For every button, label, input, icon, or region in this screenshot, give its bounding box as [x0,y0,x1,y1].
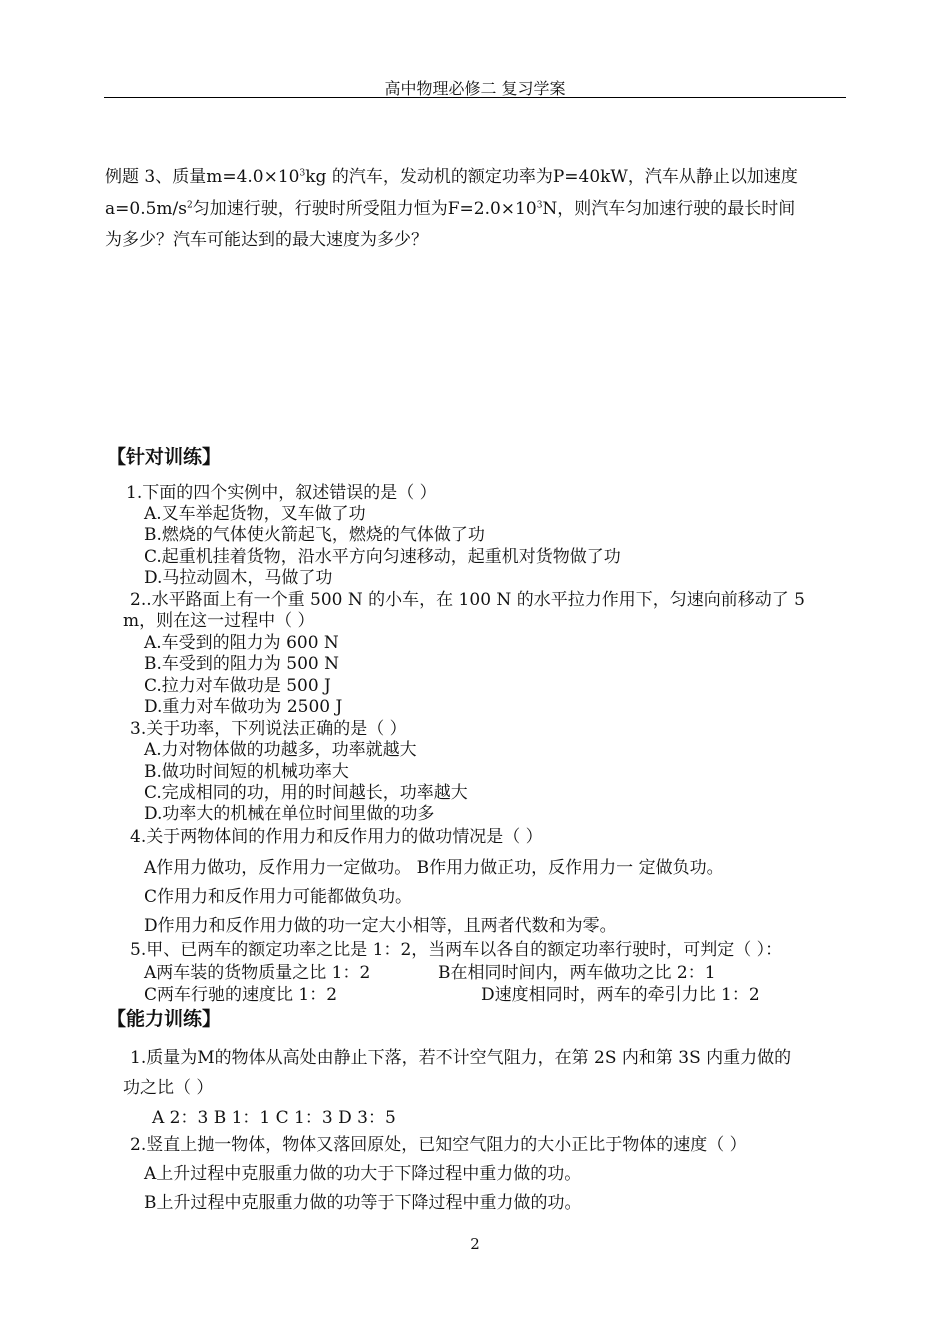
s1-q1-option-d: D.马拉动圆木，马做了功 [144,568,333,588]
s1-q2-option-b: B.车受到的阻力为 500 N [144,654,340,674]
s1-q5-option-b: B在相同时间内，两车做功之比 2：1 [438,963,716,983]
s1-q5-option-c: C两车行驰的速度比 1：2 [144,985,338,1005]
example-line-3: 为多少？汽车可能达到的最大速度为多少？ [105,230,428,250]
s1-q1-option-c: C.起重机挂着货物，沿水平方向匀速移动，起重机对货物做了功 [144,547,621,567]
s1-q3-option-c: C.完成相同的功，用的时间越长，功率越大 [144,783,468,803]
s2-q2-option-a: A上升过程中克服重力做的功大于下降过程中重力做的功。 [144,1164,582,1184]
s1-q1-stem: 1.下面的四个实例中，叙述错误的是（ ） [126,483,437,503]
s1-q2-stem-line-2: m，则在这一过程中（ ） [123,611,315,631]
example-line-1: 例题 3、质量$m=4.0\times 10^3kg$ 的汽车，发动机的额定功率为P=40kW，汽车从静止以加速度 [105,167,798,187]
s2-q1-stem-line-2: 功之比（ ） [123,1078,214,1098]
s1-q2-option-a: A.车受到的阻力为 600 N [144,633,339,653]
s2-q2-option-b: B上升过程中克服重力做的功等于下降过程中重力做的功。 [144,1193,582,1213]
s1-q2-option-d: D.重力对车做功为 2500 J [144,697,343,717]
s1-q4-option-c: C作用力和反作用力可能都做负功。 [144,887,413,907]
s1-q5-stem: 5.甲、已两车的额定功率之比是 1：2，当两车以各自的额定功率行驶时，可判定（ ）： [130,940,783,960]
s1-q2-stem-line-1: 2..水平路面上有一个重 500 N 的小车，在 100 N 的水平拉力作用下，匀速向前移动了 5 [130,590,805,610]
page-number: 2 [470,1235,480,1253]
s2-q2-stem: 2.竖直上抛一物体，物体又落回原处，已知空气阻力的大小正比于物体的速度（ ） [130,1135,747,1155]
s1-q3-option-a: A.力对物体做的功越多，功率就越大 [144,740,417,760]
example-line-2: $a=0.5m/s^2$匀加速行驶，行驶时所受阻力恒为$F=2.0\times 10^3N$，则汽车匀加速行驶的最长时间 [105,199,796,219]
s2-q1-stem-line-1: 1.质量为M的物体从高处由静止下落，若不计空气阻力，在第 2S 内和第 3S 内重力做的 [130,1048,792,1068]
s1-q1-option-b: B.燃烧的气体使火箭起飞，燃烧的气体做了功 [144,525,485,545]
section-title-targeted-practice: 【针对训练】 [107,446,222,468]
s2-q1-options: A 2：3 B 1：1 C 1：3 D 3：5 [152,1108,396,1128]
s1-q4-stem: 4.关于两物体间的作用力和反作用力的做功情况是（ ） [130,827,543,847]
s1-q3-option-d: D.功率大的机械在单位时间里做的功多 [144,804,435,824]
s1-q5-option-a: A两车装的货物质量之比 1：2 [144,963,371,983]
s1-q4-option-ab: A作用力做功，反作用力一定做功。 B作用力做正功，反作用力一 定做负功。 [144,858,724,878]
header-rule [104,97,846,98]
s1-q1-option-a: A.叉车举起货物，叉车做了功 [144,504,366,524]
s1-q3-option-b: B.做功时间短的机械功率大 [144,762,349,782]
s1-q5-option-d: D速度相同时，两车的牵引力比 1：2 [481,985,760,1005]
section-title-ability-practice: 【能力训练】 [107,1008,222,1030]
s1-q2-option-c: C.拉力对车做功是 500 J [144,676,331,696]
s1-q4-option-d: D作用力和反作用力做的功一定大小相等，且两者代数和为零。 [144,916,617,936]
s1-q3-stem: 3.关于功率，下列说法正确的是（ ） [130,719,407,739]
page-header: 高中物理必修二 复习学案 [384,79,566,98]
